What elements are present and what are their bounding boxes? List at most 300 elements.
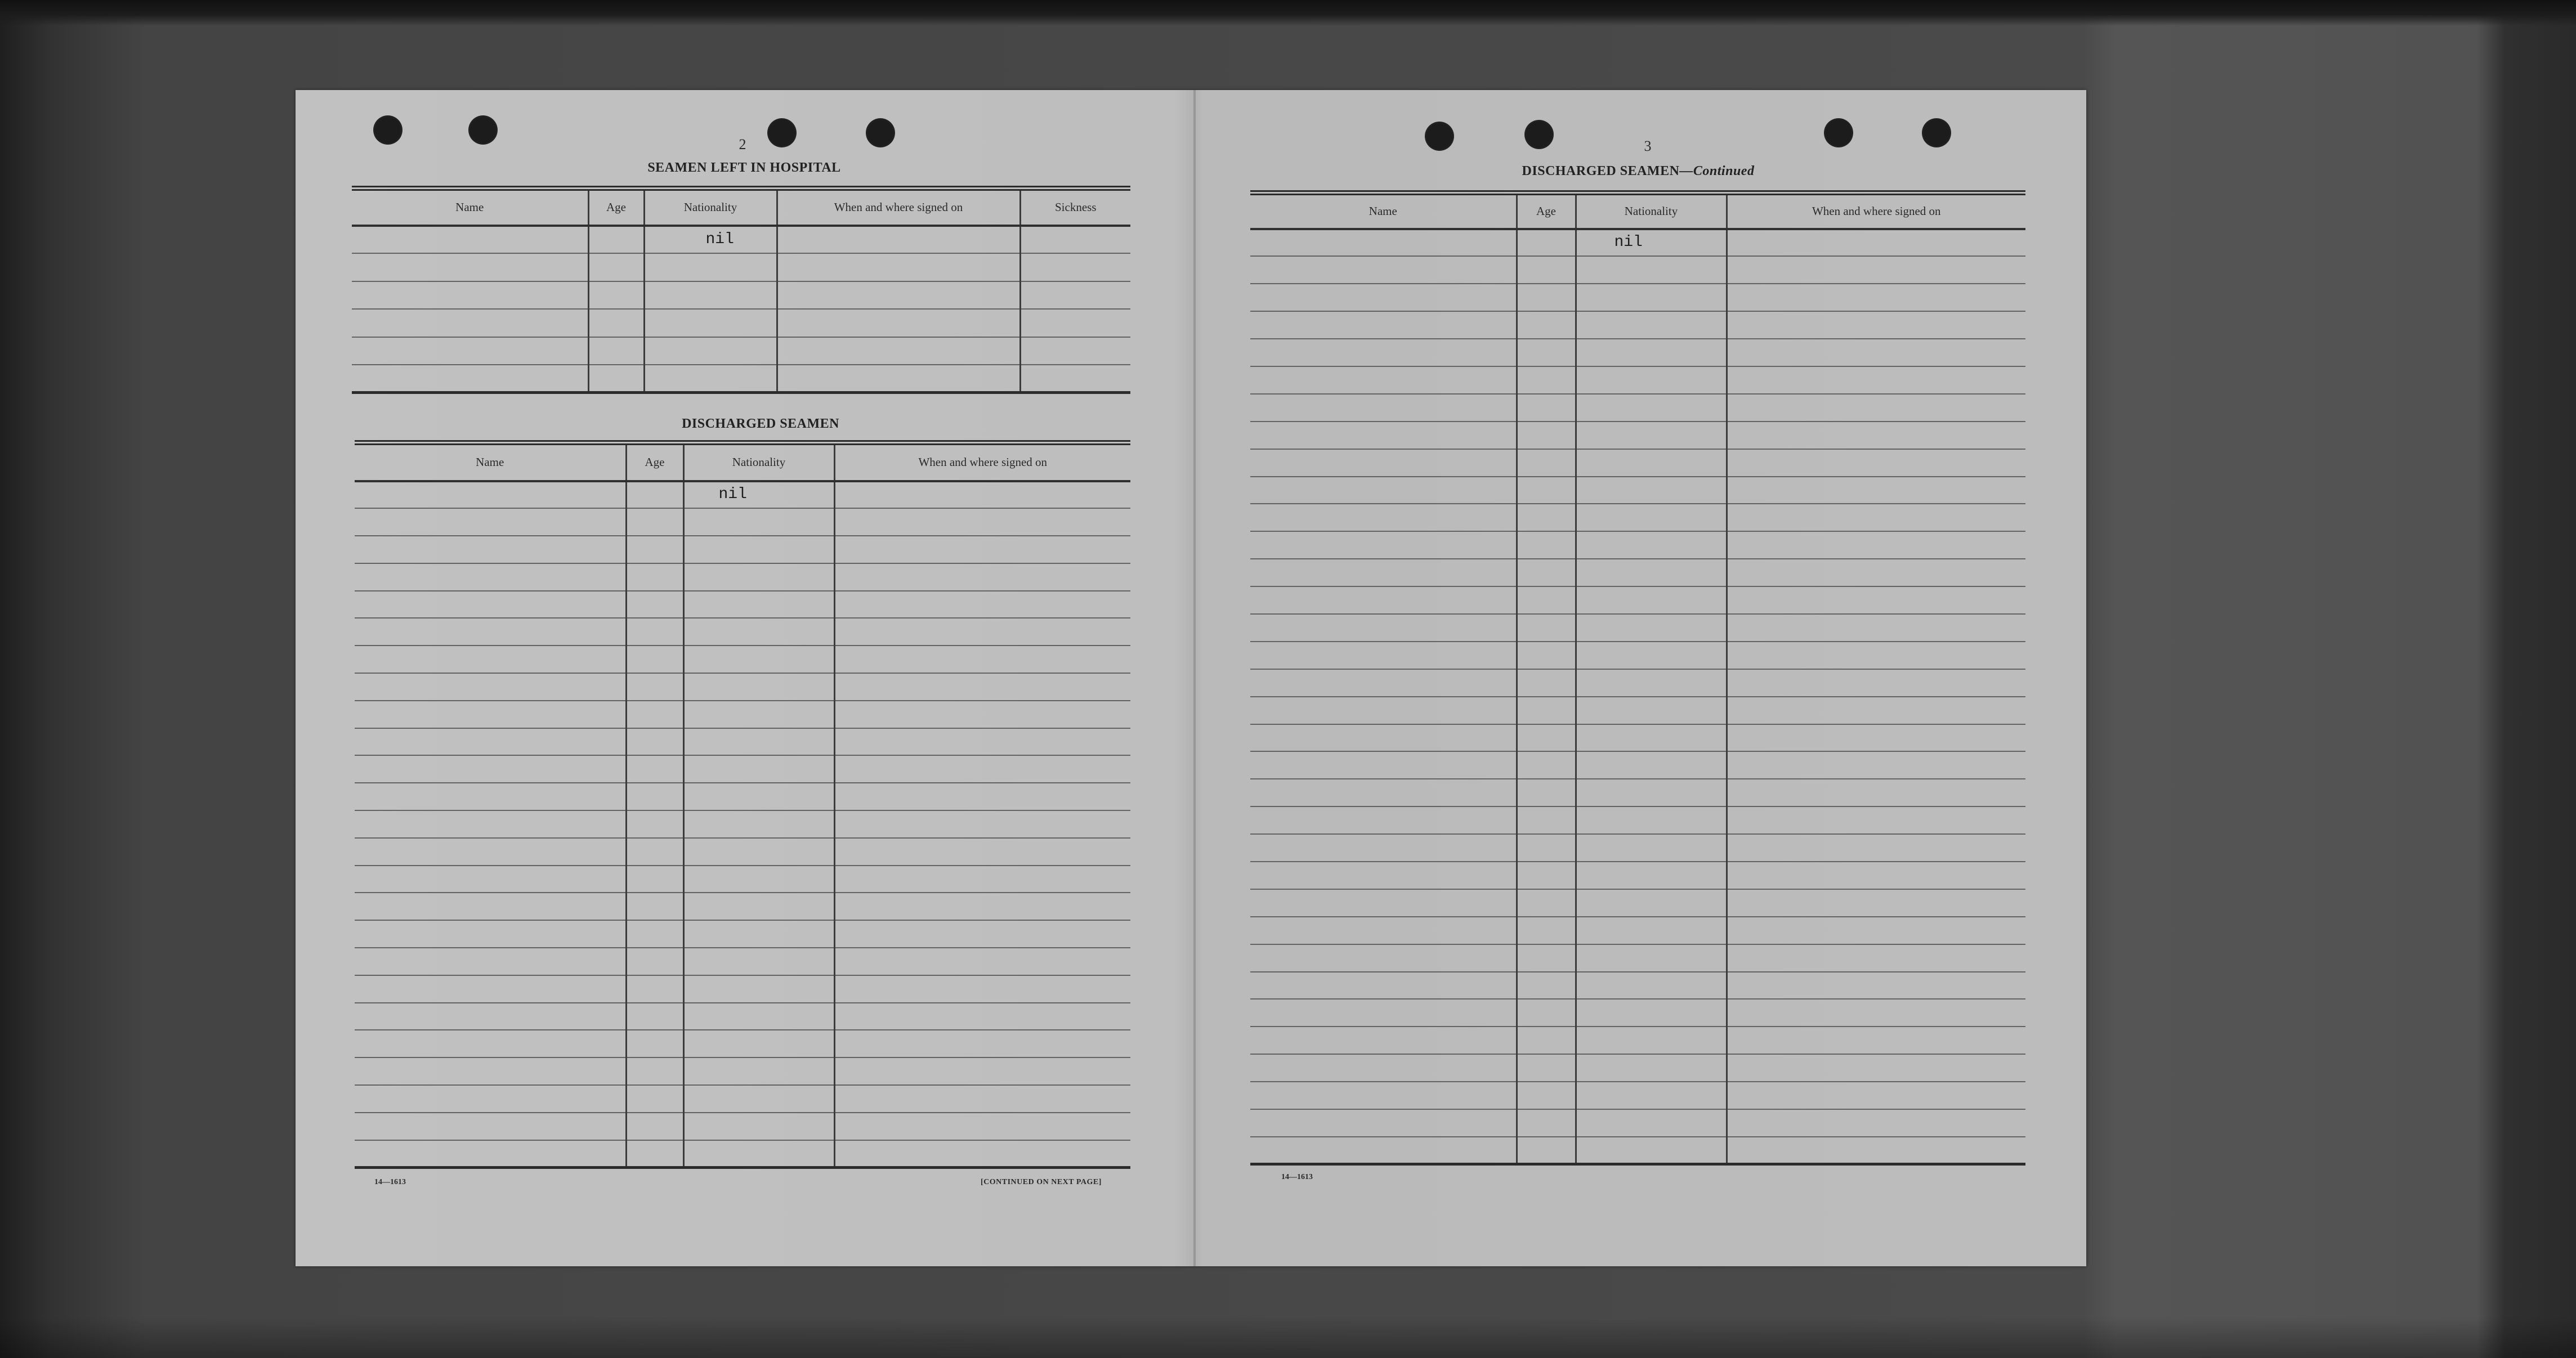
- table-row: [1250, 834, 2025, 862]
- age-cell: [1517, 229, 1576, 257]
- name-cell: [352, 309, 588, 337]
- signed-on-cell: [777, 226, 1020, 254]
- nationality-cell: [683, 481, 834, 509]
- age-cell: [1517, 972, 1576, 1000]
- signed-on-cell: [1727, 669, 2025, 697]
- name-cell: [355, 755, 626, 783]
- nationality-cell: [683, 1113, 834, 1140]
- column-header-nationality: Nationality: [683, 443, 834, 481]
- age-cell: [626, 728, 683, 756]
- age-cell: [1517, 669, 1576, 697]
- signed-on-cell: [1727, 449, 2025, 477]
- nationality-cell: [683, 975, 834, 1003]
- table-row: [1250, 999, 2025, 1027]
- name-cell: [352, 337, 588, 365]
- age-cell: [1517, 1109, 1576, 1137]
- nationality-cell: [683, 508, 834, 536]
- table-row: [352, 365, 1130, 393]
- name-cell: [355, 948, 626, 975]
- signed-on-cell: [834, 481, 1130, 509]
- nationality-cell: [1576, 697, 1727, 724]
- typed-entry: nil: [705, 230, 734, 248]
- signed-on-cell: [834, 755, 1130, 783]
- name-cell: [1250, 284, 1517, 311]
- nationality-cell: [683, 1030, 834, 1057]
- table-row: [1250, 256, 2025, 284]
- signed-on-cell: [834, 508, 1130, 536]
- age-cell: [1517, 311, 1576, 339]
- punch-hole: [373, 115, 402, 145]
- nationality-cell: [1576, 642, 1727, 669]
- age-cell: [1517, 422, 1576, 449]
- signed-on-cell: [834, 618, 1130, 646]
- name-cell: [1250, 751, 1517, 779]
- signed-on-cell: [834, 975, 1130, 1003]
- name-cell: [355, 975, 626, 1003]
- age-cell: [1517, 559, 1576, 586]
- signed-on-cell: [1727, 504, 2025, 531]
- table-row: [355, 948, 1130, 975]
- nationality-cell: [683, 618, 834, 646]
- age-cell: [626, 755, 683, 783]
- nationality-cell: [683, 536, 834, 563]
- table-row: [1250, 1137, 2025, 1164]
- name-cell: [355, 1003, 626, 1030]
- table-row: [1250, 862, 2025, 889]
- age-cell: [626, 783, 683, 810]
- name-cell: [355, 838, 626, 866]
- signed-on-cell: [834, 1085, 1130, 1113]
- name-cell: [1250, 779, 1517, 806]
- name-cell: [355, 810, 626, 838]
- table-row: [352, 253, 1130, 281]
- name-cell: [1250, 477, 1517, 504]
- table-row: [1250, 614, 2025, 642]
- age-cell: [626, 563, 683, 591]
- name-cell: [1250, 586, 1517, 614]
- signed-on-cell: [1727, 972, 2025, 1000]
- signed-on-cell: [1727, 1054, 2025, 1082]
- sickness-cell: [1020, 365, 1130, 393]
- signed-on-cell: [1727, 862, 2025, 889]
- name-cell: [1250, 669, 1517, 697]
- nationality-cell: [1576, 862, 1727, 889]
- table-row: [1250, 642, 2025, 669]
- name-cell: [355, 728, 626, 756]
- signed-on-cell: [1727, 642, 2025, 669]
- name-cell: [1250, 394, 1517, 422]
- punch-hole: [1824, 118, 1853, 147]
- name-cell: [1250, 724, 1517, 752]
- age-cell: [588, 337, 644, 365]
- table-row: [1250, 422, 2025, 449]
- page-number: 2: [739, 136, 746, 153]
- name-cell: [1250, 422, 1517, 449]
- table-row: [355, 1085, 1130, 1113]
- punch-hole: [468, 115, 498, 145]
- nationality-cell: [683, 1057, 834, 1085]
- column-header-nationality: Nationality: [1576, 193, 1727, 229]
- page-fold: [1193, 90, 1196, 1266]
- nationality-cell: [1576, 1082, 1727, 1109]
- signed-on-cell: [1727, 806, 2025, 834]
- table-row: [1250, 1027, 2025, 1054]
- signed-on-cell: [1727, 1027, 2025, 1054]
- column-header-name: Name: [352, 189, 588, 226]
- name-cell: [1250, 834, 1517, 862]
- age-cell: [1517, 724, 1576, 752]
- age-cell: [626, 866, 683, 893]
- table-row: [355, 1140, 1130, 1168]
- signed-on-cell: [834, 536, 1130, 563]
- name-cell: [355, 893, 626, 920]
- age-cell: [1517, 1137, 1576, 1164]
- age-cell: [626, 673, 683, 701]
- signed-on-cell: [1727, 889, 2025, 917]
- signed-on-cell: [1727, 531, 2025, 559]
- name-cell: [1250, 559, 1517, 586]
- age-cell: [626, 591, 683, 619]
- discharged-continued-title-suffix: —Continued: [1679, 164, 1755, 178]
- column-header-signed-on: When and where signed on: [777, 189, 1020, 226]
- nationality-cell: [644, 253, 777, 281]
- nationality-cell: [683, 920, 834, 948]
- name-cell: [1250, 889, 1517, 917]
- signed-on-cell: [834, 1113, 1130, 1140]
- table-row: [1250, 449, 2025, 477]
- name-cell: [1250, 972, 1517, 1000]
- table-row: [1250, 559, 2025, 586]
- name-cell: [1250, 256, 1517, 284]
- hospital-section-title: SEAMEN LEFT IN HOSPITAL: [647, 160, 841, 175]
- table-header-row: [352, 189, 1130, 226]
- name-cell: [355, 701, 626, 728]
- nationality-cell: [683, 810, 834, 838]
- age-cell: [1517, 394, 1576, 422]
- age-cell: [1517, 256, 1576, 284]
- table-row: [355, 1057, 1130, 1085]
- signed-on-cell: [834, 1030, 1130, 1057]
- nationality-cell: [1576, 614, 1727, 642]
- age-cell: [1517, 1027, 1576, 1054]
- table-row: [1250, 1054, 2025, 1082]
- nationality-cell: [1576, 917, 1727, 944]
- signed-on-cell: [1727, 724, 2025, 752]
- nationality-cell: [1576, 256, 1727, 284]
- nationality-cell: [1576, 1054, 1727, 1082]
- name-cell: [355, 563, 626, 591]
- table-row: [355, 481, 1130, 509]
- table-row: [1250, 972, 2025, 1000]
- discharged-section-title: DISCHARGED SEAMEN: [682, 416, 839, 431]
- age-cell: [626, 1113, 683, 1140]
- signed-on-cell: [834, 673, 1130, 701]
- age-cell: [626, 508, 683, 536]
- sickness-cell: [1020, 309, 1130, 337]
- signed-on-cell: [834, 893, 1130, 920]
- signed-on-cell: [1727, 1082, 2025, 1109]
- name-cell: [1250, 642, 1517, 669]
- table-row: [1250, 889, 2025, 917]
- nationality-cell: [1576, 1137, 1727, 1164]
- age-cell: [626, 1085, 683, 1113]
- table-row: [355, 838, 1130, 866]
- signed-on-cell: [834, 1003, 1130, 1030]
- nationality-cell: [683, 866, 834, 893]
- signed-on-cell: [834, 838, 1130, 866]
- age-cell: [588, 309, 644, 337]
- name-cell: [1250, 999, 1517, 1027]
- name-cell: [1250, 614, 1517, 642]
- nationality-cell: [1576, 311, 1727, 339]
- table-header-row: [355, 443, 1130, 481]
- nationality-cell: [1576, 559, 1727, 586]
- name-cell: [352, 365, 588, 393]
- age-cell: [1517, 1082, 1576, 1109]
- age-cell: [1517, 614, 1576, 642]
- nationality-cell: [683, 893, 834, 920]
- signed-on-cell: [834, 1140, 1130, 1168]
- table-row: [355, 866, 1130, 893]
- table-row: [1250, 697, 2025, 724]
- nationality-cell: [1576, 724, 1727, 752]
- age-cell: [626, 920, 683, 948]
- table-row: [355, 1030, 1130, 1057]
- table-row: [1250, 724, 2025, 752]
- nationality-cell: [1576, 999, 1727, 1027]
- age-cell: [1517, 889, 1576, 917]
- nationality-cell: [644, 337, 777, 365]
- signed-on-cell: [1727, 751, 2025, 779]
- punch-hole: [866, 118, 895, 147]
- age-cell: [1517, 477, 1576, 504]
- age-cell: [626, 536, 683, 563]
- nationality-cell: [1576, 834, 1727, 862]
- name-cell: [1250, 311, 1517, 339]
- age-cell: [1517, 366, 1576, 394]
- sickness-cell: [1020, 253, 1130, 281]
- age-cell: [1517, 642, 1576, 669]
- table-header-row: [1250, 193, 2025, 229]
- table-row: [355, 618, 1130, 646]
- nationality-cell: [1576, 889, 1727, 917]
- signed-on-cell: [1727, 834, 2025, 862]
- age-cell: [588, 365, 644, 393]
- signed-on-cell: [777, 365, 1020, 393]
- name-cell: [1250, 449, 1517, 477]
- table-row: [1250, 1082, 2025, 1109]
- age-cell: [588, 281, 644, 310]
- age-cell: [1517, 917, 1576, 944]
- signed-on-cell: [834, 563, 1130, 591]
- nationality-cell: [1576, 1109, 1727, 1137]
- table-row: [352, 226, 1130, 254]
- table-row: [355, 673, 1130, 701]
- name-cell: [355, 536, 626, 563]
- nationality-cell: [683, 728, 834, 756]
- signed-on-cell: [1727, 284, 2025, 311]
- form-number: 14—1613: [1281, 1173, 1313, 1181]
- name-cell: [1250, 1137, 1517, 1164]
- table-row: [1250, 1109, 2025, 1137]
- age-cell: [1517, 697, 1576, 724]
- nationality-cell: [1576, 422, 1727, 449]
- nationality-cell: [683, 783, 834, 810]
- table-row: [355, 701, 1130, 728]
- page-number: 3: [1644, 138, 1652, 154]
- name-cell: [1250, 229, 1517, 257]
- signed-on-cell: [834, 810, 1130, 838]
- name-cell: [355, 673, 626, 701]
- signed-on-cell: [1727, 366, 2025, 394]
- nationality-cell: [683, 646, 834, 673]
- nationality-cell: [683, 948, 834, 975]
- table-row: [355, 591, 1130, 619]
- column-header-name: Name: [1250, 193, 1517, 229]
- column-header-signed-on: When and where signed on: [1727, 193, 2025, 229]
- signed-on-cell: [777, 337, 1020, 365]
- table-row: [355, 1113, 1130, 1140]
- name-cell: [355, 1113, 626, 1140]
- name-cell: [1250, 339, 1517, 366]
- signed-on-cell: [1727, 586, 2025, 614]
- signed-on-cell: [834, 701, 1130, 728]
- typed-entry: nil: [1614, 234, 1643, 252]
- table-row: [355, 728, 1130, 756]
- punch-hole: [1524, 120, 1554, 149]
- table-row: [355, 755, 1130, 783]
- table-row: [355, 893, 1130, 920]
- signed-on-cell: [1727, 394, 2025, 422]
- signed-on-cell: [777, 281, 1020, 310]
- name-cell: [355, 508, 626, 536]
- column-header-age: Age: [626, 443, 683, 481]
- age-cell: [626, 1003, 683, 1030]
- name-cell: [1250, 531, 1517, 559]
- signed-on-cell: [777, 309, 1020, 337]
- signed-on-cell: [834, 948, 1130, 975]
- name-cell: [1250, 1109, 1517, 1137]
- signed-on-cell: [1727, 256, 2025, 284]
- table-row: [352, 337, 1130, 365]
- age-cell: [626, 975, 683, 1003]
- signed-on-cell: [834, 646, 1130, 673]
- signed-on-cell: [834, 728, 1130, 756]
- name-cell: [1250, 366, 1517, 394]
- nationality-cell: [1576, 504, 1727, 531]
- name-cell: [1250, 697, 1517, 724]
- age-cell: [1517, 531, 1576, 559]
- age-cell: [626, 810, 683, 838]
- nationality-cell: [1576, 366, 1727, 394]
- form-sheet: [296, 90, 2086, 1266]
- table-row: [355, 975, 1130, 1003]
- age-cell: [626, 1140, 683, 1168]
- punch-hole: [767, 118, 797, 147]
- nationality-cell: [1576, 284, 1727, 311]
- name-cell: [355, 783, 626, 810]
- table-row: [1250, 531, 2025, 559]
- table-row: [1250, 366, 2025, 394]
- table-row: [1250, 944, 2025, 972]
- age-cell: [626, 646, 683, 673]
- name-cell: [1250, 1027, 1517, 1054]
- nationality-cell: [1576, 586, 1727, 614]
- name-cell: [1250, 1082, 1517, 1109]
- table-row: [355, 563, 1130, 591]
- table-row: [352, 309, 1130, 337]
- table-row: [1250, 229, 2025, 257]
- column-header-sickness: Sickness: [1020, 189, 1130, 226]
- nationality-cell: [1576, 229, 1727, 257]
- age-cell: [1517, 779, 1576, 806]
- name-cell: [355, 618, 626, 646]
- nationality-cell: [1576, 394, 1727, 422]
- form-number: 14—1613: [374, 1178, 406, 1186]
- nationality-cell: [644, 309, 777, 337]
- nationality-cell: [683, 701, 834, 728]
- table-row: [355, 646, 1130, 673]
- hospital-table: [352, 186, 1130, 394]
- name-cell: [1250, 862, 1517, 889]
- age-cell: [1517, 944, 1576, 972]
- nationality-cell: [683, 1085, 834, 1113]
- signed-on-cell: [1727, 477, 2025, 504]
- signed-on-cell: [834, 920, 1130, 948]
- age-cell: [1517, 806, 1576, 834]
- table-row: [1250, 284, 2025, 311]
- table-row: [1250, 586, 2025, 614]
- name-cell: [355, 591, 626, 619]
- column-header-nationality: Nationality: [644, 189, 777, 226]
- table-row: [1250, 669, 2025, 697]
- table-row: [1250, 339, 2025, 366]
- signed-on-cell: [1727, 1137, 2025, 1164]
- age-cell: [626, 1057, 683, 1085]
- typed-entry: nil: [718, 486, 747, 504]
- signed-on-cell: [1727, 614, 2025, 642]
- discharged-continued-title: [1357, 163, 1920, 179]
- table-row: [1250, 504, 2025, 531]
- name-cell: [355, 1085, 626, 1113]
- age-cell: [1517, 449, 1576, 477]
- age-cell: [626, 1030, 683, 1057]
- nationality-cell: [1576, 751, 1727, 779]
- age-cell: [626, 618, 683, 646]
- age-cell: [1517, 1054, 1576, 1082]
- signed-on-cell: [1727, 559, 2025, 586]
- column-header-age: Age: [1517, 193, 1576, 229]
- nationality-cell: [683, 673, 834, 701]
- nationality-cell: [1576, 339, 1727, 366]
- nationality-cell: [644, 365, 777, 393]
- signed-on-cell: [1727, 339, 2025, 366]
- signed-on-cell: [1727, 1109, 2025, 1137]
- nationality-cell: [683, 755, 834, 783]
- name-cell: [1250, 504, 1517, 531]
- nationality-cell: [683, 563, 834, 591]
- signed-on-cell: [1727, 229, 2025, 257]
- sickness-cell: [1020, 226, 1130, 254]
- column-header-signed-on: When and where signed on: [834, 443, 1130, 481]
- table-row: [355, 536, 1130, 563]
- age-cell: [1517, 504, 1576, 531]
- nationality-cell: [1576, 669, 1727, 697]
- nationality-cell: [683, 591, 834, 619]
- nationality-cell: [1576, 806, 1727, 834]
- nationality-cell: [683, 1003, 834, 1030]
- signed-on-cell: [1727, 311, 2025, 339]
